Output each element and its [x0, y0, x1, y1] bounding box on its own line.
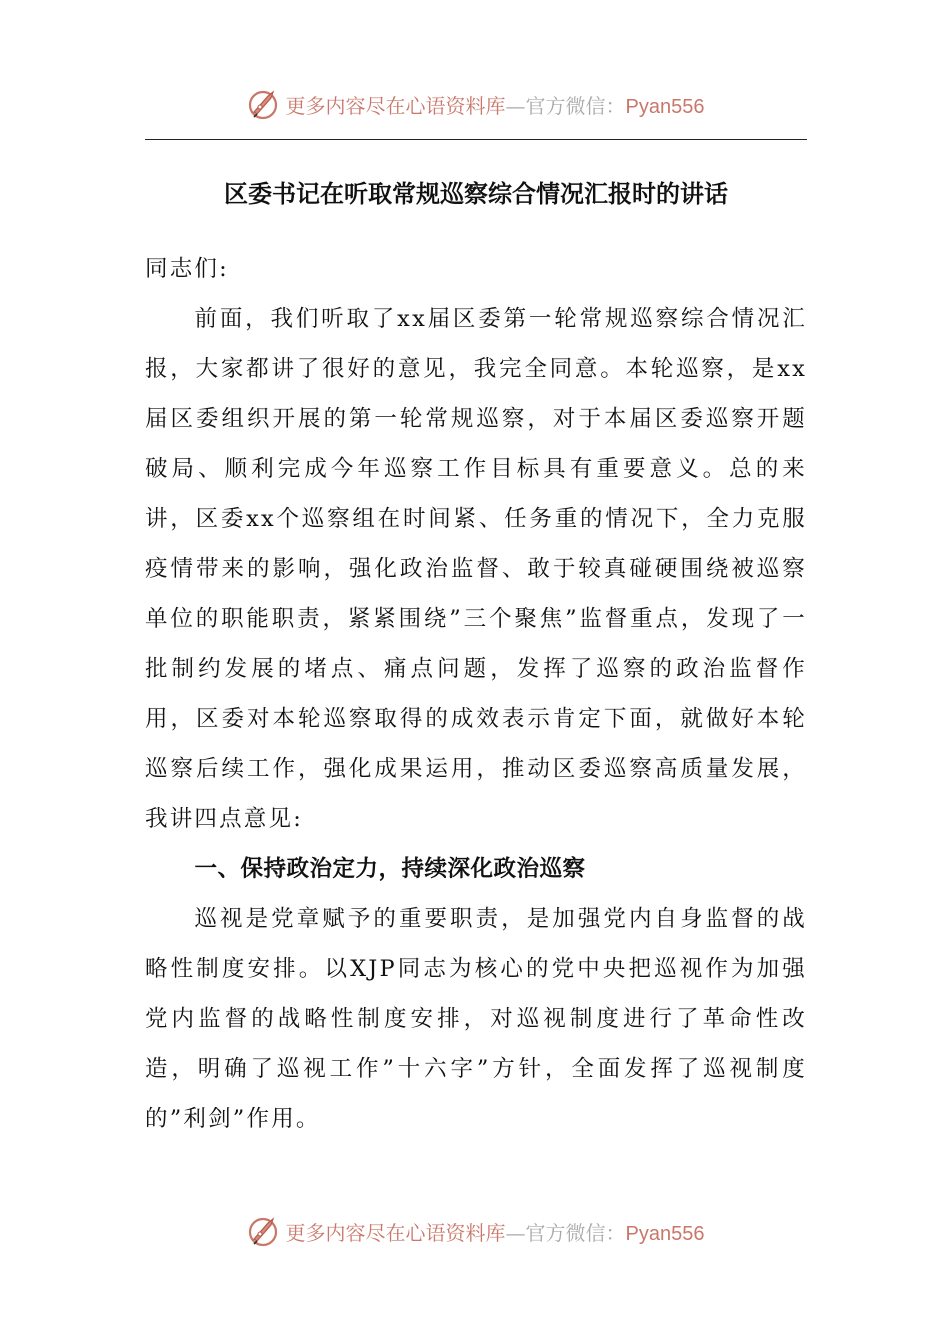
- document-body: [145, 244, 807, 1144]
- watermark-text: 更多内容尽在心语资料库—官方微信：Pyan556: [285, 93, 705, 118]
- header-watermark: [0, 84, 950, 124]
- header-divider: [145, 139, 807, 140]
- paragraph: 巡视是党章赋予的重要职责，是加强党内自身监督的战略性制度安排。以XJP同志为核心的党中央把巡视作为加强党内监督的战略性制度安排，对巡视制度进行了革命性改造，明确了巡视工作”十六字”方针，全面发挥了巡视制度的”利剑”作用。: [145, 906, 807, 1132]
- pen-nib-logo-icon: [246, 1213, 282, 1249]
- paragraph: 前面，我们听取了xx届区委第一轮常规巡察综合情况汇报，大家都讲了很好的意见，我完全同意。本轮巡察，是xx届区委组织开展的第一轮常规巡察，对于本届区委巡察开题破局、顺利完成今年巡察工作目标具有重要意义。总的来讲，区委xx个巡察组在时间紧、任务重的情况下，全力克服疫情带来的影响，强化政治监督、敢于较真碰硬围绕被巡察单位的职能职责，紧紧围绕”三个聚焦”监督重点，发现了一批制约发展的堵点、痛点问题，发挥了巡察的政治监督作用，区委对本轮巡察取得的成效表示肯定下面，就做好本轮巡察后续工作，强化成果运用，推动区委巡察高质量发展，我讲四点意见:: [145, 306, 807, 832]
- section-heading: 一、保持政治定力，持续深化政治巡察: [194, 856, 586, 882]
- document-title: 区委书记在听取常规巡察综合情况汇报时的讲话: [224, 180, 728, 208]
- footer-watermark: [0, 1211, 950, 1251]
- pen-nib-logo-icon: [246, 86, 282, 122]
- watermark-text: 更多内容尽在心语资料库—官方微信：Pyan556: [285, 1220, 705, 1245]
- salutation: 同志们:: [145, 256, 229, 282]
